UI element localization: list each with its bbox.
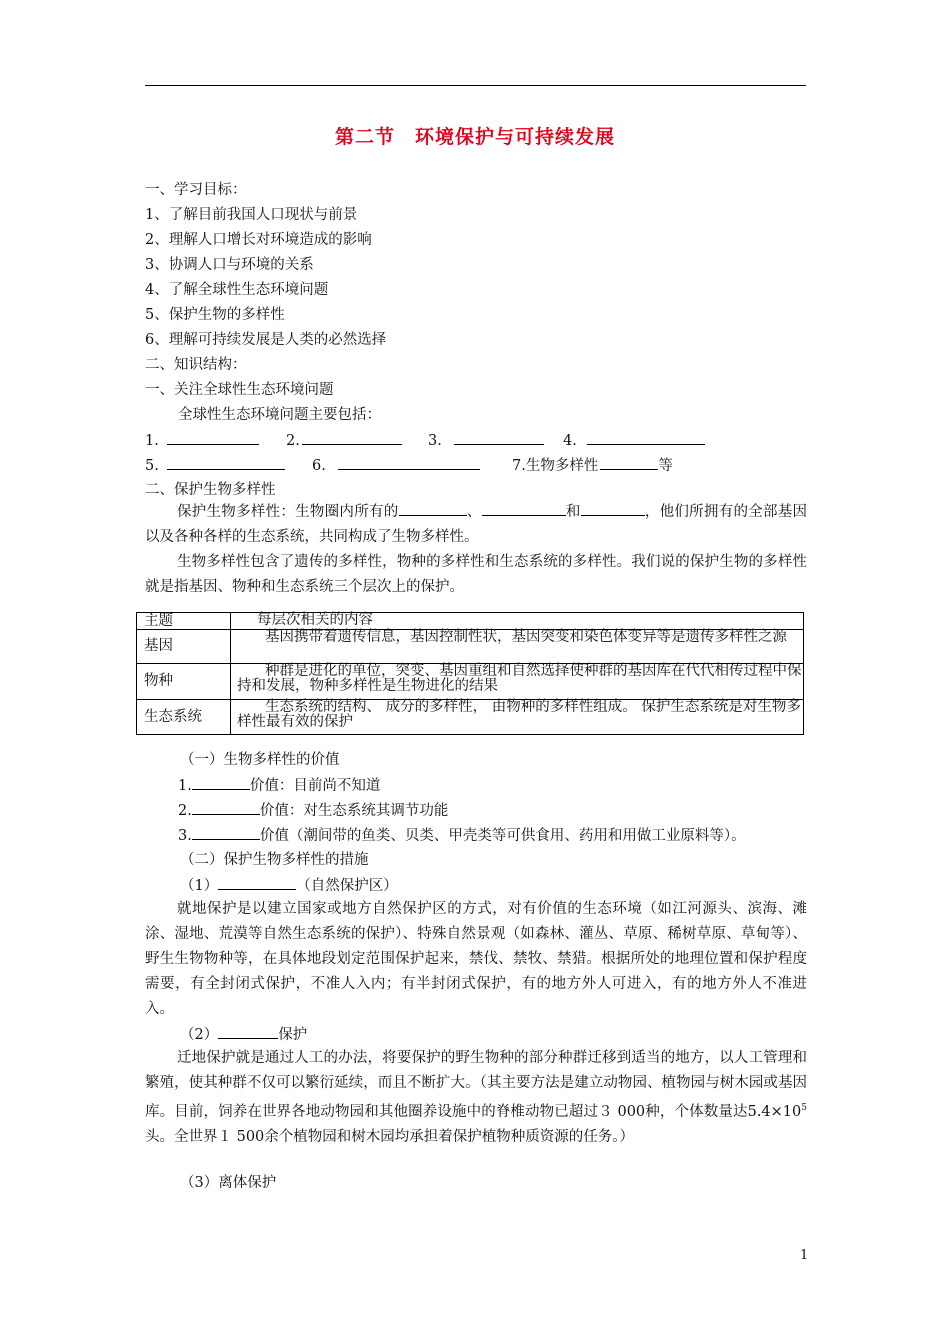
objectives-heading: 一、学习目标： xyxy=(145,182,247,198)
objective-item: 6、理解可持续发展是人类的必然选择 xyxy=(145,332,387,348)
objective-item: 2、理解人口增长对环境造成的影响 xyxy=(145,232,372,248)
in-situ-paragraph: 就地保护是以建立国家或地方自然保护区的方式，对有价值的生态环境（如江河源头、滨海、滩涂、湿地、荒漠等自然生态系统的保护）、特殊自然景观（如森林、灌丛、草原、稀树草原、草甸等）、野生生物物种等，在具体地段划定范围保护起来，禁伐、禁牧、禁猎。根据所处的地理位置和保护程度需要，有全封闭式保护，不准人入内；有半封闭式保护，有的地方外人可进入，有的地方外人不准进入。 xyxy=(145,901,807,1017)
page-title: 第二节 环境保护与可持续发展 xyxy=(334,126,615,148)
measure-3-heading: （3）离体保护 xyxy=(180,1175,277,1191)
fill-item-4: 4. xyxy=(563,430,705,451)
table-row-content: 生态系统的结构、 成分的多样性， 由物种的多样性组成。 保护生态系统是对生物多样性最有效的保护 xyxy=(231,700,804,735)
page-number: 1 xyxy=(800,1248,809,1263)
measure-2-heading: （2） 保护 xyxy=(180,1024,307,1045)
header-rule xyxy=(145,85,806,86)
table-header-cell: 主题 xyxy=(137,613,231,630)
objective-item: 1、了解目前我国人口现状与前景 xyxy=(145,207,358,223)
objective-item: 5、保护生物的多样性 xyxy=(145,307,285,323)
objective-item: 4、了解全球性生态环境问题 xyxy=(145,282,329,298)
ex-situ-paragraph: 迁地保护就是通过人工的办法，将要保护的野生物种的部分种群迁移到适当的地方，以人工管理和繁殖，使其种群不仅可以繁衍延续，而且不断扩大。（其主要方法是建立动物园、植物园与树木园或基因库。目前，饲养在世界各地动物园和其他圈养设施中的脊椎动物已超过３ 000种，个体数量达$5.4\times 10^5$头。全世界１ 500余个植物园和树木园均承担着保护植物种质资源的任务。） xyxy=(145,1050,807,1145)
structure-heading: 二、知识结构： xyxy=(145,357,247,373)
measures-heading: （二）保护生物多样性的措施 xyxy=(180,852,369,868)
table-row-content: 种群是进化的单位，突变、基因重组和自然选择使种群的基因库在代代相传过程中保持和发展，物种多样性是生物进化的结果 xyxy=(231,664,804,700)
biodiversity-levels-paragraph: 生物多样性包含了遗传的多样性，物种的多样性和生态系统的多样性。我们说的保护生物的多样性就是指基因、物种和生态系统三个层次上的保护。 xyxy=(145,554,807,595)
table-header-cell: 每层次相关的内容 xyxy=(231,613,804,630)
section2-heading: 二、保护生物多样性 xyxy=(145,482,276,498)
fill-item-6: 6. xyxy=(312,455,480,476)
objective-item: 3、协调人口与环境的关系 xyxy=(145,257,314,273)
table-row-label: 基因 xyxy=(137,630,231,664)
table-row-label: 物种 xyxy=(137,664,231,700)
fill-item-2: 2. xyxy=(286,430,402,451)
value-item-2: 2. 价值：对生态系统其调节功能 xyxy=(178,800,448,821)
section1-intro: 全球性生态环境问题主要包括： xyxy=(178,407,381,423)
fill-item-5: 5. xyxy=(145,455,285,476)
fill-item-3: 3. xyxy=(428,430,544,451)
biodiversity-levels-table xyxy=(136,612,804,735)
fill-item-7: 7.生物多样性 等 xyxy=(512,455,673,476)
table-row-label: 生态系统 xyxy=(137,700,231,735)
section1-heading: 一、关注全球性生态环境问题 xyxy=(145,382,334,398)
measure-1-heading: （1） （自然保护区） xyxy=(180,875,398,896)
value-item-1: 1. 价值：目前尚不知道 xyxy=(178,775,380,796)
table-row-content: 基因携带着遗传信息，基因控制性状，基因突变和染色体变异等是遗传多样性之源 xyxy=(231,630,804,664)
fill-item-1: 1. xyxy=(145,430,259,451)
value-heading: （一）生物多样性的价值 xyxy=(180,752,340,768)
value-item-3: 3. 价值（潮间带的鱼类、贝类、甲壳类等可供食用、药用和用做工业原料等）。 xyxy=(178,825,746,846)
biodiversity-definition: 保护生物多样性：生物圈内所有的 、 和 ，他们所拥有的全部基因以及各种各样的生态系统，共同构成了生物多样性。 xyxy=(145,500,807,550)
